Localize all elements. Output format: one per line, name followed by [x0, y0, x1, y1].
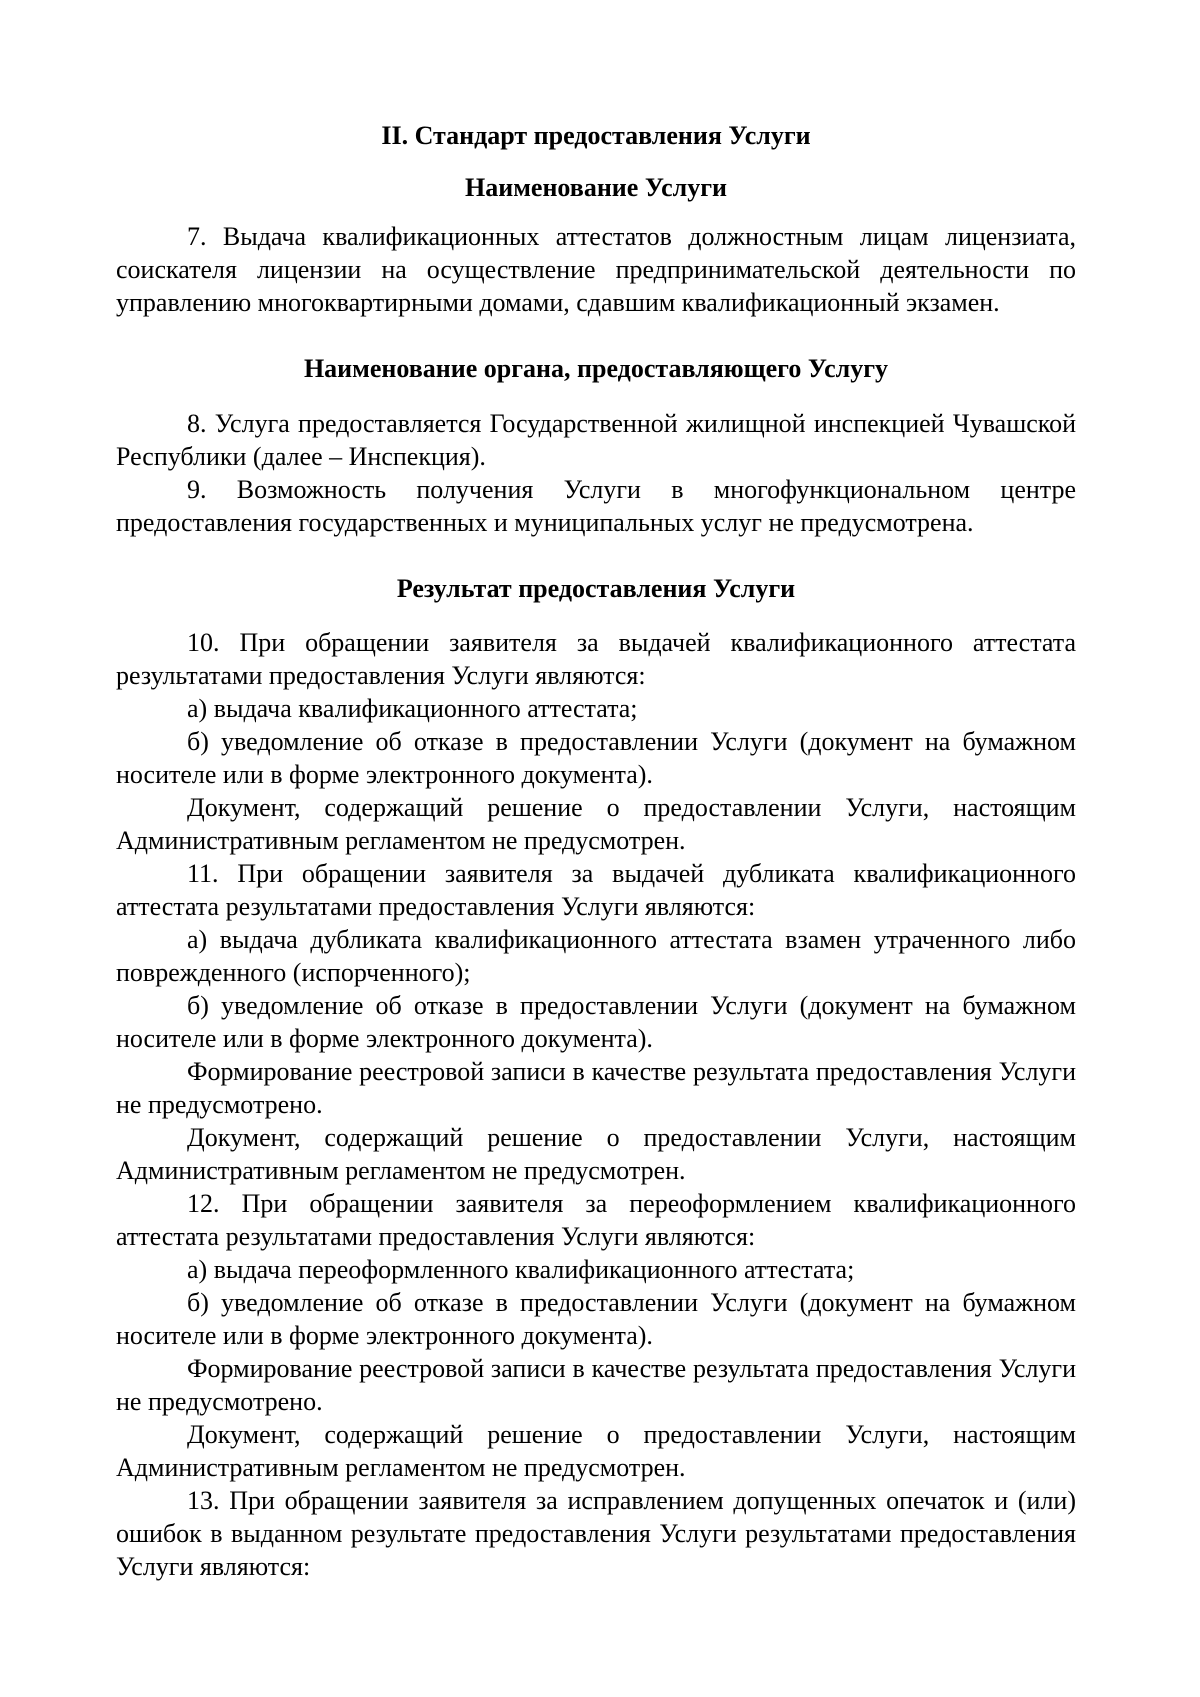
paragraph-12-b: б) уведомление об отказе в предоставлении Услуги (документ на бумажном носителе или в форме электронного документа). — [116, 1288, 1076, 1350]
paragraph-9: 9. Возможность получения Услуги в многофункциональном центре предоставления государственных и муниципальных услуг не предусмотрена. — [116, 475, 1076, 537]
paragraph-11-d: Документ, содержащий решение о предоставлении Услуги, настоящим Административным регламентом не предусмотрен. — [116, 1123, 1076, 1185]
paragraph-11-a: а) выдача дубликата квалификационного аттестата взамен утраченного либо поврежденного (испорченного); — [116, 925, 1076, 987]
section-title: II. Стандарт предоставления Услуги — [381, 121, 811, 150]
paragraph-7: 7. Выдача квалификационных аттестатов должностным лицам лицензиата, соискателя лицензии на осуществление предпринимательской деятельности по управлению многоквартирными домами, сдавшим квалификационный экзамен. — [116, 222, 1076, 317]
paragraph-10-b: б) уведомление об отказе в предоставлении Услуги (документ на бумажном носителе или в форме электронного документа). — [116, 727, 1076, 789]
paragraph-10-c: Документ, содержащий решение о предоставлении Услуги, настоящим Административным регламентом не предусмотрен. — [116, 793, 1076, 855]
paragraph-12-c: Формирование реестровой записи в качестве результата предоставления Услуги не предусмотрено. — [116, 1354, 1076, 1416]
paragraph-12-a: а) выдача переоформленного квалификационного аттестата; — [187, 1255, 855, 1284]
heading-provider-body: Наименование органа, предоставляющего Услугу — [303, 354, 889, 383]
paragraph-11-c: Формирование реестровой записи в качестве результата предоставления Услуги не предусмотрено. — [116, 1057, 1076, 1119]
paragraph-10-a: а) выдача квалификационного аттестата; — [187, 694, 638, 723]
paragraph-8: 8. Услуга предоставляется Государственной жилищной инспекцией Чувашской Республики (далее – Инспекция). — [116, 409, 1076, 471]
paragraph-11: 11. При обращении заявителя за выдачей дубликата квалификационного аттестата результатами предоставления Услуги являются: — [116, 859, 1076, 921]
document-body — [116, 113, 1076, 1583]
heading-service-name: Наименование Услуги — [464, 173, 728, 202]
paragraph-12-d: Документ, содержащий решение о предоставлении Услуги, настоящим Административным регламентом не предусмотрен. — [116, 1420, 1076, 1482]
paragraph-10: 10. При обращении заявителя за выдачей квалификационного аттестата результатами предоставления Услуги являются: — [116, 628, 1076, 690]
paragraph-11-b: б) уведомление об отказе в предоставлении Услуги (документ на бумажном носителе или в форме электронного документа). — [116, 991, 1076, 1053]
heading-result: Результат предоставления Услуги — [396, 574, 796, 603]
paragraph-12: 12. При обращении заявителя за переоформлением квалификационного аттестата результатами предоставления Услуги являются: — [116, 1189, 1076, 1251]
paragraph-13: 13. При обращении заявителя за исправлением допущенных опечаток и (или) ошибок в выданном результате предоставления Услуги результатами предоставления Услуги являются: — [116, 1486, 1076, 1581]
